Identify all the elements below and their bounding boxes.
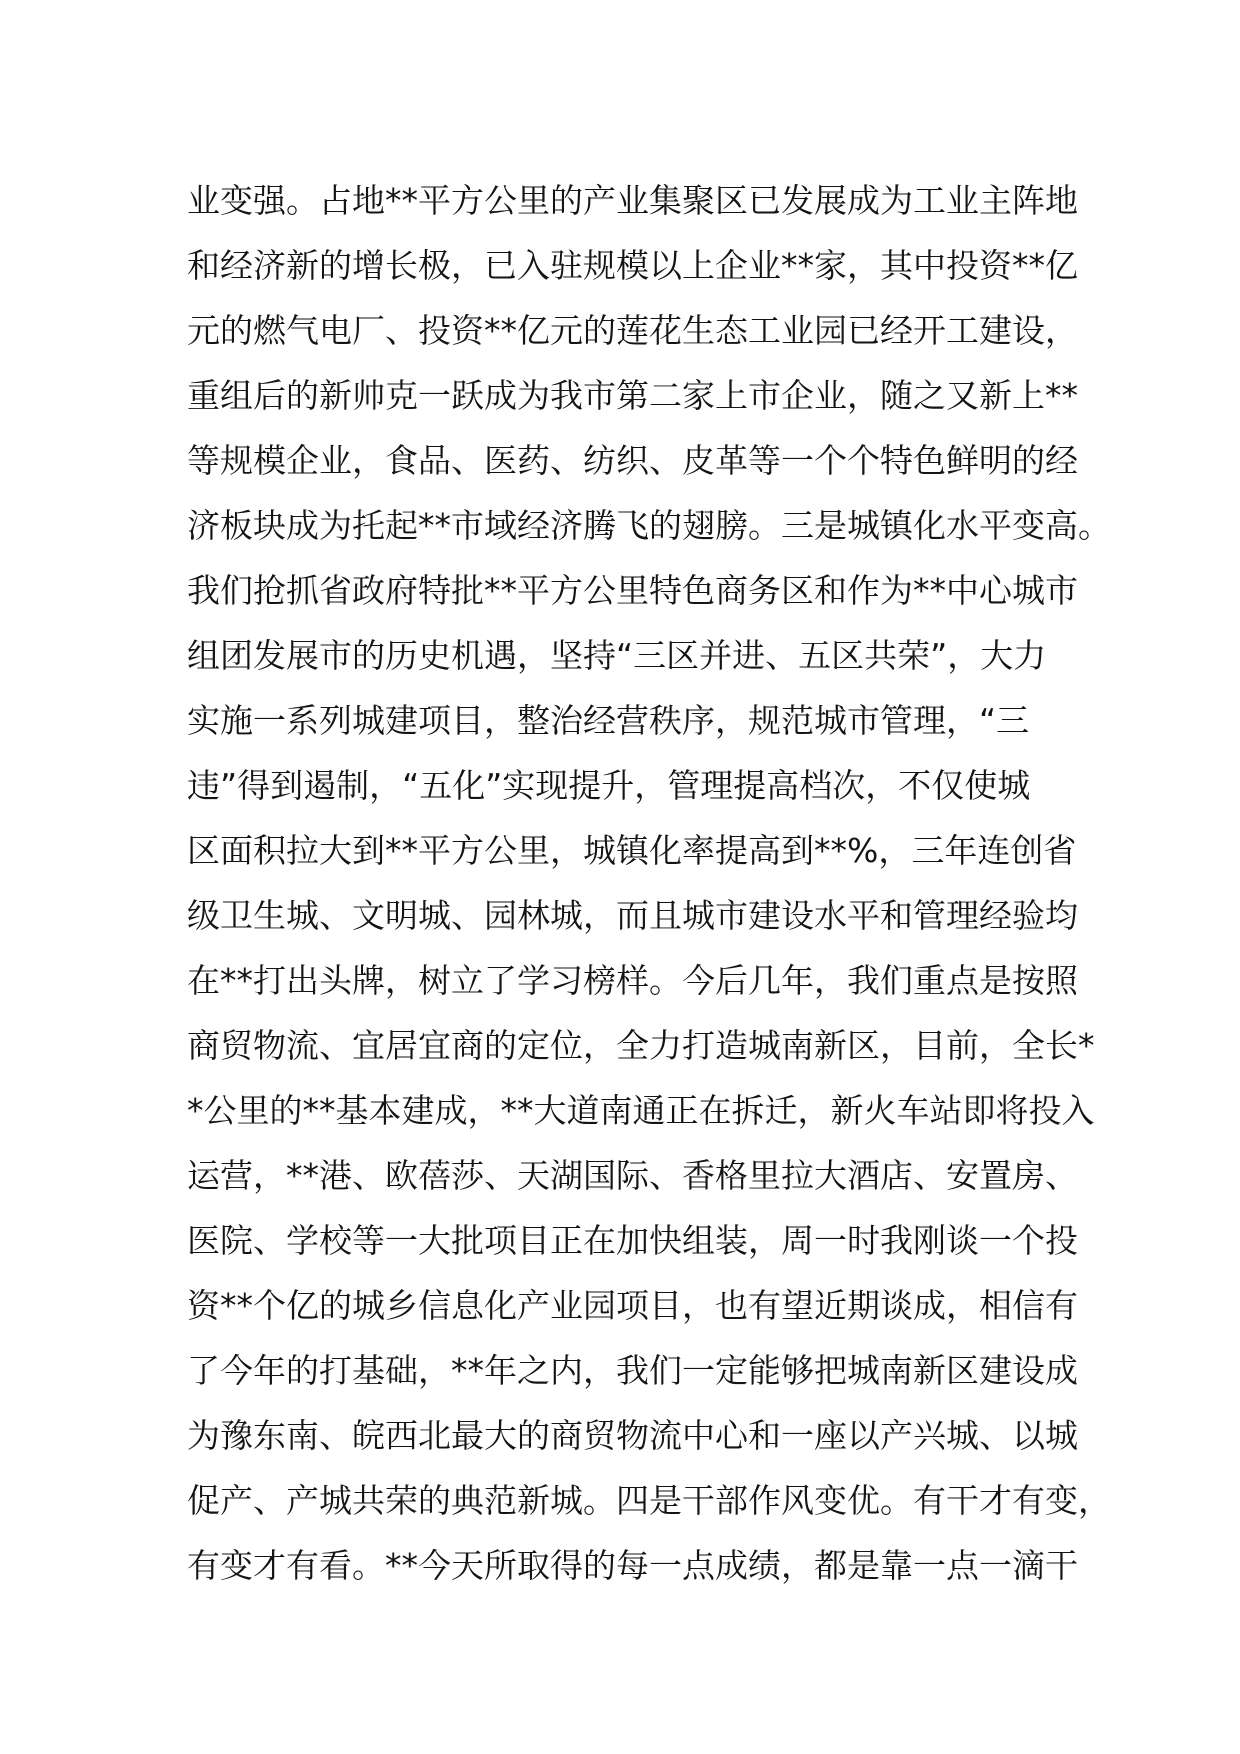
- text-line: 商贸物流、宜居宜商的定位，全力打造城南新区，目前，全长*: [187, 1026, 1095, 1065]
- text-line: 为豫东南、皖西北最大的商贸物流中心和一座以产兴城、以城: [187, 1416, 1078, 1455]
- text-line: 组团发展市的历史机遇，坚持“三区并进、五区共荣”，大力: [187, 636, 1047, 675]
- text-line: 和经济新的增长极，已入驻规模以上企业**家，其中投资**亿: [187, 246, 1078, 285]
- text-line: 实施一系列城建项目，整治经营秩序，规范城市管理，“三: [187, 701, 1030, 740]
- text-line: 违”得到遏制，“五化”实现提升，管理提高档次，不仅使城: [187, 766, 1031, 805]
- text-line: 资**个亿的城乡信息化产业园项目，也有望近期谈成，相信有: [187, 1286, 1078, 1325]
- body-text: [187, 168, 1111, 1598]
- text-line: 在**打出头牌，树立了学习榜样。今后几年，我们重点是按照: [187, 961, 1078, 1000]
- text-line: 等规模企业，食品、医药、纺织、皮革等一个个特色鲜明的经: [187, 441, 1078, 480]
- text-line: *公里的**基本建成，**大道南通正在拆迁，新火车站即将投入: [187, 1091, 1095, 1130]
- text-line: 了今年的打基础，**年之内，我们一定能够把城南新区建设成: [187, 1351, 1078, 1390]
- text-line: 区面积拉大到**平方公里，城镇化率提高到**%，三年连创省: [187, 831, 1077, 870]
- text-line: 业变强。占地**平方公里的产业集聚区已发展成为工业主阵地: [187, 181, 1078, 220]
- text-line: 级卫生城、文明城、园林城，而且城市建设水平和管理经验均: [187, 896, 1078, 935]
- text-line: 促产、产城共荣的典范新城。四是干部作风变优。有干才有变，: [187, 1481, 1111, 1520]
- text-line: 济板块成为托起**市域经济腾飞的翅膀。三是城镇化水平变高。: [187, 506, 1111, 545]
- text-line: 元的燃气电厂、投资**亿元的莲花生态工业园已经开工建设，: [187, 311, 1078, 350]
- text-line: 运营，**港、欧蓓莎、天湖国际、香格里拉大酒店、安置房、: [187, 1156, 1078, 1195]
- text-line: 重组后的新帅克一跃成为我市第二家上市企业，随之又新上**: [187, 376, 1078, 415]
- text-line: 我们抢抓省政府特批**平方公里特色商务区和作为**中心城市: [187, 571, 1078, 610]
- text-line: 医院、学校等一大批项目正在加快组装，周一时我刚谈一个投: [187, 1221, 1078, 1260]
- text-line: 有变才有看。**今天所取得的每一点成绩，都是靠一点一滴干: [187, 1546, 1078, 1585]
